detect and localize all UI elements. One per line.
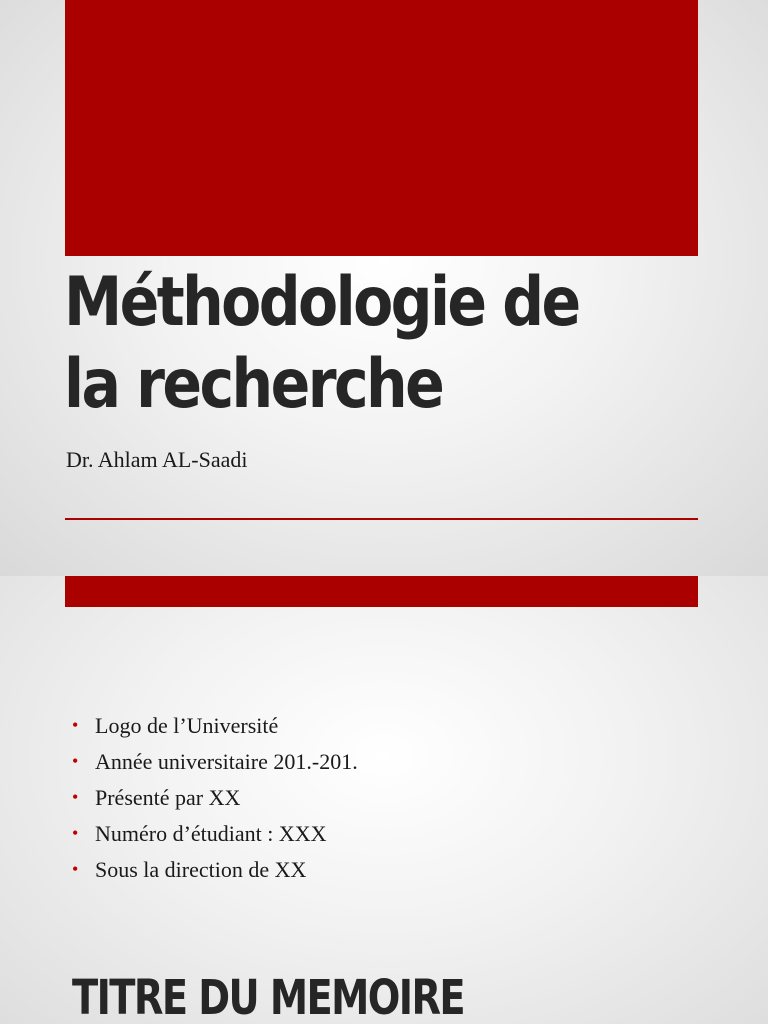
list-item (70, 746, 358, 782)
memoire-title: TITRE DU MEMOIRE (72, 970, 465, 1024)
list-item (70, 782, 358, 818)
content-slide (0, 576, 768, 1024)
list-item-text: Sous la direction de XX (95, 857, 307, 882)
bullet-icon: • (72, 787, 79, 807)
list-item-text: Logo de l’Université (95, 713, 279, 738)
red-divider (65, 518, 698, 520)
list-item (70, 854, 358, 890)
bullet-icon: • (72, 823, 79, 843)
list-item-text: Numéro d’étudiant : XXX (95, 821, 327, 846)
slide-title-line2: la recherche (64, 345, 443, 424)
list-item-text: Présenté par XX (95, 785, 241, 810)
red-banner (65, 0, 698, 256)
slide-title-line1: Méthodologie de (64, 263, 579, 342)
red-top-bar (65, 576, 698, 607)
list-item (70, 710, 358, 746)
bullet-list (70, 710, 358, 890)
list-item (70, 818, 358, 854)
bullet-icon: • (72, 751, 79, 771)
author-subtitle: Dr. Ahlam AL-Saadi (66, 447, 248, 472)
list-item-text: Année universitaire 201.-201. (95, 749, 358, 774)
bullet-icon: • (72, 859, 79, 879)
bullet-icon: • (72, 715, 79, 735)
slide-title (64, 262, 649, 426)
